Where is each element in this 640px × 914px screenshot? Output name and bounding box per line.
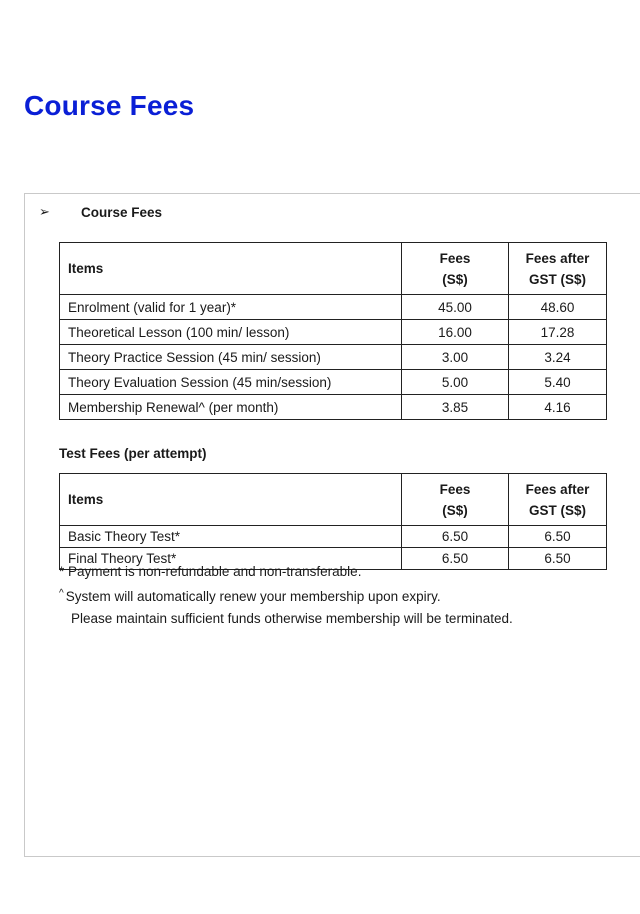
gst-fee-cell: 17.28: [509, 320, 607, 345]
table-row: [60, 370, 607, 395]
fee-cell: 45.00: [402, 295, 509, 320]
test-fees-table: [59, 473, 607, 570]
table-row: [60, 395, 607, 420]
fee-document: [24, 193, 640, 857]
table-header-row: [60, 243, 607, 295]
table-header-row: [60, 474, 607, 526]
renewal-text: System will automatically renew your membership upon expiry.: [65, 589, 441, 604]
gst-fee-cell: 5.40: [509, 370, 607, 395]
item-cell: Theory Practice Session (45 min/ session): [60, 345, 402, 370]
table-row: [60, 320, 607, 345]
fee-cell: 6.50: [402, 548, 509, 570]
arrow-bullet-icon: ➢: [39, 204, 50, 219]
fee-cell: 3.00: [402, 345, 509, 370]
header-fees-after-gst: Fees after GST (S$): [509, 243, 607, 295]
item-cell: Final Theory Test*: [60, 548, 402, 570]
item-cell: Membership Renewal^ (per month): [60, 395, 402, 420]
header-items: Items: [60, 243, 402, 295]
renewal-note: [59, 588, 441, 604]
section-title: Course Fees: [81, 204, 163, 220]
fee-cell: 5.00: [402, 370, 509, 395]
table-row: [60, 526, 607, 548]
item-cell: Theory Evaluation Session (45 min/session): [60, 370, 402, 395]
table-row: [60, 345, 607, 370]
header-fees-after-gst: Fees after GST (S$): [509, 474, 607, 526]
item-cell: Basic Theory Test*: [60, 526, 402, 548]
test-fees-title: Test Fees (per attempt): [59, 446, 207, 461]
gst-fee-cell: 6.50: [509, 526, 607, 548]
fee-cell: 3.85: [402, 395, 509, 420]
item-cell: Enrolment (valid for 1 year)*: [60, 295, 402, 320]
caret-mark: ^: [59, 588, 64, 599]
header-fees: Fees (S$): [402, 243, 509, 295]
table-row: [60, 295, 607, 320]
gst-fee-cell: 6.50: [509, 548, 607, 570]
payment-note: * Payment is non-refundable and non-transferable.: [59, 564, 362, 579]
fee-cell: 6.50: [402, 526, 509, 548]
section-heading: [39, 204, 162, 220]
header-fees: Fees (S$): [402, 474, 509, 526]
item-cell: Theoretical Lesson (100 min/ lesson): [60, 320, 402, 345]
fee-cell: 16.00: [402, 320, 509, 345]
course-fees-table: [59, 242, 607, 420]
gst-fee-cell: 48.60: [509, 295, 607, 320]
funds-note: Please maintain sufficient funds otherwise membership will be terminated.: [71, 611, 513, 626]
gst-fee-cell: 4.16: [509, 395, 607, 420]
header-items: Items: [60, 474, 402, 526]
page-title: Course Fees: [24, 90, 195, 121]
gst-fee-cell: 3.24: [509, 345, 607, 370]
